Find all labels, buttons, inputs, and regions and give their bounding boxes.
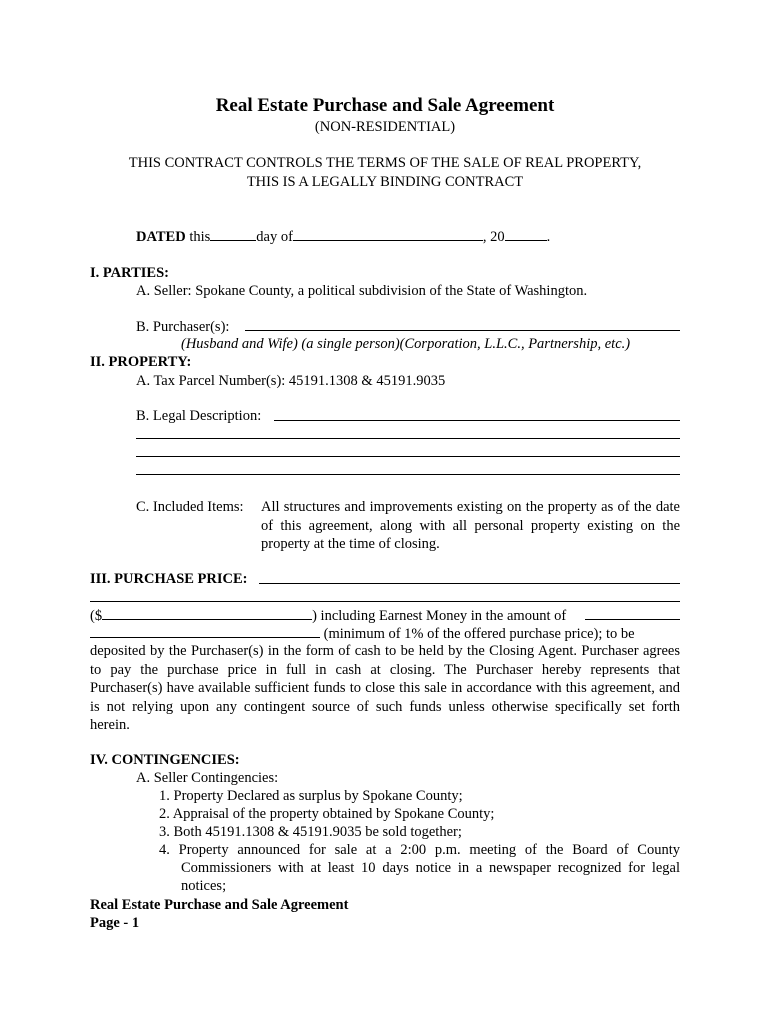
- dated-this: this: [185, 229, 211, 245]
- dated-end: .: [546, 229, 551, 245]
- dated-line: [136, 227, 550, 247]
- included-items-text: [261, 498, 680, 554]
- contingency-item-4-line-3: notices;: [181, 878, 227, 894]
- price-line-5: Purchaser(s) have available sufficient funds to close this sale in accordance with this agreement, and: [90, 680, 680, 696]
- day-blank[interactable]: [210, 227, 256, 241]
- contingency-item-4: 4. Property announced for sale at a 2:00 p.m. meeting of the Board of County: [159, 842, 680, 858]
- legal-description-blank-3[interactable]: [136, 456, 680, 457]
- minimum-text: (minimum of 1% of the offered purchase price); to be: [320, 626, 635, 642]
- seller-contingencies-heading: A. Seller Contingencies:: [136, 770, 279, 786]
- month-blank[interactable]: [293, 227, 483, 241]
- contingencies-heading: IV. CONTINGENCIES:: [90, 752, 240, 768]
- legal-description-label: B. Legal Description:: [136, 408, 262, 424]
- year-blank[interactable]: [505, 227, 547, 241]
- included-line-3: property at the time of closing.: [261, 536, 440, 552]
- page-number: Page - 1: [90, 915, 140, 931]
- included-items-label: C. Included Items:: [136, 499, 244, 515]
- earnest-money-blank[interactable]: [585, 619, 680, 620]
- contingency-item-3: 3. Both 45191.1308 & 45191.9035 be sold together;: [159, 824, 462, 840]
- price-line-4: to pay the purchase price in full in cash at closing. The Purchaser hereby represents that: [90, 661, 680, 678]
- property-heading: II. PROPERTY:: [90, 354, 192, 370]
- included-line-2: of this agreement, along with all personal property existing on the: [261, 517, 680, 534]
- purchase-price-blank-2[interactable]: [90, 601, 680, 602]
- price-line-7: herein.: [90, 717, 130, 733]
- parties-heading: I. PARTIES:: [90, 265, 169, 281]
- contingency-item-4-line-2: Commissioners with at least 10 days notice in a newspaper recognized for legal: [181, 860, 680, 876]
- earnest-amount-blank[interactable]: [90, 624, 320, 638]
- purchaser-types: (Husband and Wife) (a single person)(Corporation, L.L.C., Partnership, etc.): [181, 336, 631, 352]
- price-line-3: deposited by the Purchaser(s) in the form of cash to be held by the Closing Agent. Purchaser agrees: [90, 643, 680, 659]
- purchase-price-blank-1[interactable]: [259, 583, 680, 584]
- purchaser-blank[interactable]: [245, 330, 680, 331]
- included-line-1: All structures and improvements existing on the property as of the date: [261, 499, 680, 515]
- document-subtitle: (NON-RESIDENTIAL): [314, 119, 456, 135]
- notice-line-1: THIS CONTRACT CONTROLS THE TERMS OF THE SALE OF REAL PROPERTY,: [128, 155, 642, 171]
- contingency-item-1: 1. Property Declared as surplus by Spokane County;: [159, 788, 463, 804]
- price-amount-blank[interactable]: [102, 606, 312, 620]
- legal-description-blank-1[interactable]: [274, 420, 680, 421]
- dollar-open: ($: [90, 608, 103, 624]
- tax-parcel-line: A. Tax Parcel Number(s): 45191.1308 & 45191.9035: [136, 373, 446, 389]
- purchaser-label: B. Purchaser(s):: [136, 319, 230, 335]
- earnest-money-text: ) including Earnest Money in the amount of: [312, 608, 567, 624]
- document-title: Real Estate Purchase and Sale Agreement: [215, 95, 555, 116]
- minimum-line: [90, 624, 635, 644]
- dated-year-prefix: , 20: [482, 229, 505, 245]
- contingency-item-2: 2. Appraisal of the property obtained by Spokane County;: [159, 806, 495, 822]
- dated-label: DATED: [136, 229, 186, 245]
- purchase-price-heading: III. PURCHASE PRICE:: [90, 571, 248, 587]
- footer-title: Real Estate Purchase and Sale Agreement: [90, 897, 349, 913]
- legal-description-blank-4[interactable]: [136, 474, 680, 475]
- earnest-money-line: [90, 606, 566, 626]
- price-line-6: is not relying upon any contingent source of such funds unless otherwise specifically set forth: [90, 698, 680, 715]
- purchase-price-paragraph: [90, 642, 680, 735]
- seller-line: A. Seller: Spokane County, a political subdivision of the State of Washington.: [136, 283, 588, 299]
- notice-line-2: THIS IS A LEGALLY BINDING CONTRACT: [246, 174, 524, 190]
- dated-day-of: day of: [256, 229, 293, 245]
- legal-description-blank-2[interactable]: [136, 438, 680, 439]
- contract-notice: [0, 154, 770, 192]
